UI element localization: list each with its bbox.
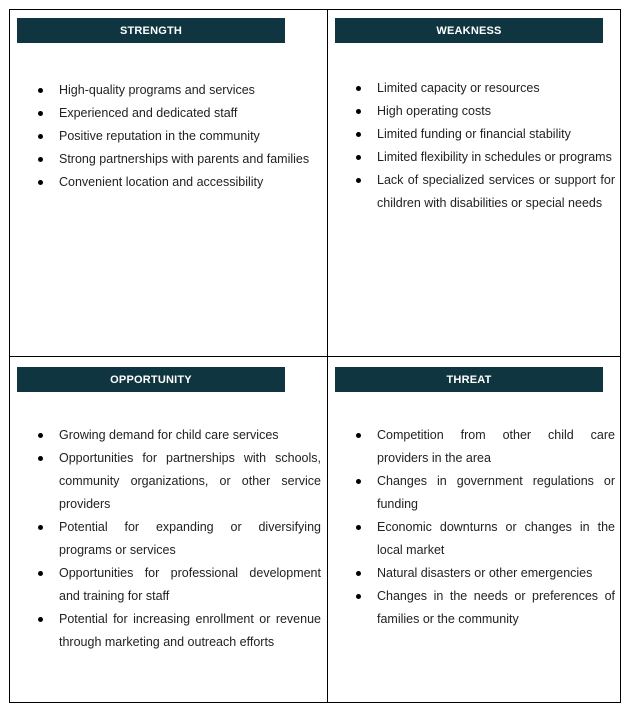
list-item: Experienced and dedicated staff [36,102,321,125]
weakness-quadrant [328,10,621,356]
list-item: Opportunities for partnerships with schools, community organizations, or other service providers [36,447,321,516]
opportunity-header: OPPORTUNITY [17,367,285,392]
threat-header: THREAT [335,367,603,392]
list-item: Potential for increasing enrollment or revenue through marketing and outreach efforts [36,608,321,654]
list-item: Changes in the needs or preferences of families or the community [354,585,615,631]
list-item: Lack of specialized services or support for children with disabilities or special needs [354,169,615,215]
list-item: Changes in government regulations or funding [354,470,615,516]
list-item: Strong partnerships with parents and families [36,148,321,171]
threat-quadrant [328,357,621,703]
opportunity-quadrant [10,357,327,703]
list-item: High-quality programs and services [36,79,321,102]
list-item: Potential for expanding or diversifying programs or services [36,516,321,562]
list-item: High operating costs [354,100,615,123]
strength-header: STRENGTH [17,18,285,43]
list-item: Limited funding or financial stability [354,123,615,146]
weakness-list [354,77,615,215]
swot-grid [9,9,621,703]
list-item: Limited flexibility in schedules or programs [354,146,615,169]
weakness-header: WEAKNESS [335,18,603,43]
strength-quadrant [10,10,327,356]
list-item: Economic downturns or changes in the local market [354,516,615,562]
opportunity-list [36,424,321,654]
threat-list [354,424,615,631]
list-item: Natural disasters or other emergencies [354,562,615,585]
list-item: Limited capacity or resources [354,77,615,100]
list-item: Opportunities for professional development and training for staff [36,562,321,608]
list-item: Competition from other child care providers in the area [354,424,615,470]
strength-list [36,79,321,194]
list-item: Positive reputation in the community [36,125,321,148]
list-item: Growing demand for child care services [36,424,321,447]
list-item: Convenient location and accessibility [36,171,321,194]
